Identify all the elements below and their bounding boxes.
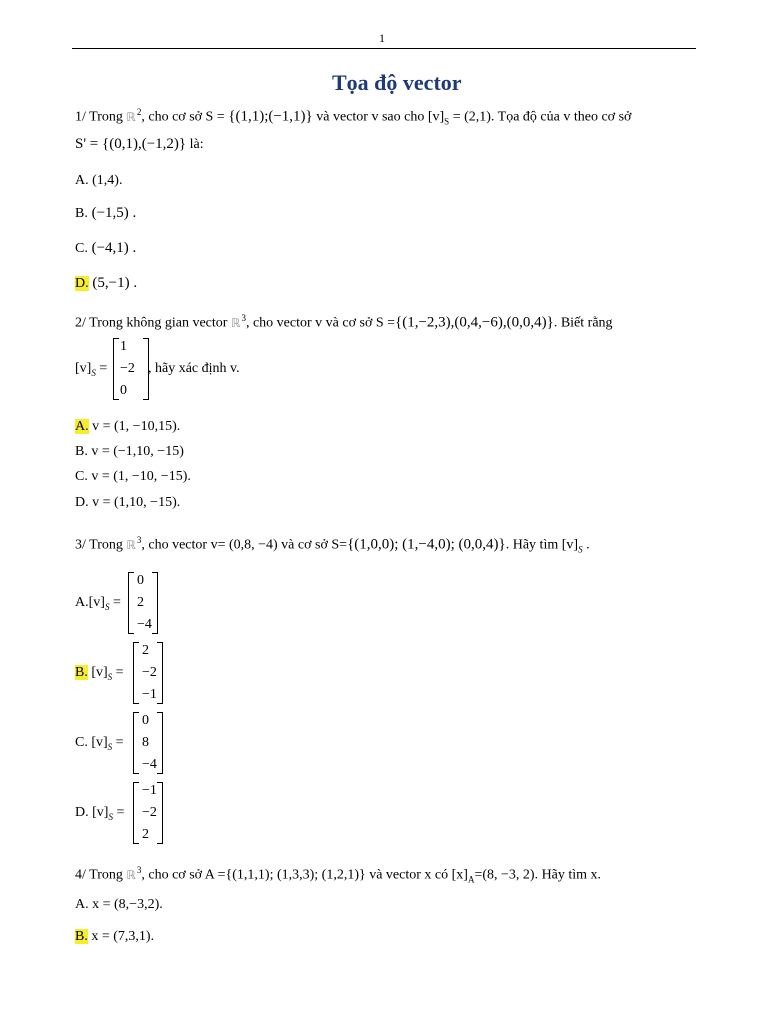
q2-option-a: A. v = (1, −10,15).: [75, 419, 181, 434]
header-rule: [72, 48, 696, 49]
q2-line1: 2/ Trong không gian vector ℝ$^3$, cho vector v và cơ sở S ={(1,−2,3),(0,4,−6),(0,0,4)}. Biết rằng: [75, 313, 613, 331]
q3-option-b-matrix: 2 −2 −1: [133, 642, 163, 704]
answer-highlight: B.: [75, 665, 88, 680]
q4-option-b: B. x = (7,3,1).: [75, 929, 155, 944]
q2-option-d: D. v = (1,10, −15).: [75, 495, 181, 510]
real-numbers-symbol: ℝ: [230, 315, 241, 330]
answer-highlight: B.: [75, 929, 88, 944]
q3-option-d-label: D. $[v]_S$ =: [75, 805, 125, 822]
q1-option-b: B. (−1,5) .: [75, 205, 137, 221]
q4-line1: 4/ Trong ℝ$^3$, cho cơ sở A ={(1,1,1); (1,3,3); (1,2,1)} và vector x có $[x]_A=(8$, −3, 2). Hãy tìm x.: [75, 865, 602, 885]
q3-option-d-matrix: −1 −2 2: [133, 782, 163, 844]
q2-vs-label: $[v]_S$ =: [75, 361, 108, 378]
q3-option-c-matrix: 0 8 −4: [133, 712, 163, 774]
q1-option-d: D. (5,−1) .: [75, 275, 138, 291]
page-number: 1: [379, 31, 385, 45]
q3-option-b-label: B. $[v]_S$ =: [75, 665, 124, 682]
real-numbers-symbol: ℝ: [126, 109, 136, 124]
q3-option-a-matrix: 0 2 −4: [128, 572, 158, 634]
q2-matrix: 1 −2 0: [113, 338, 149, 400]
q4-option-a: A. x = (8,−3,2).: [75, 897, 163, 912]
q3-line1: 3/ Trong ℝ$^3$, cho vector v= (0,8, −4) và cơ sở S={(1,0,0); (1,−4,0); (0,0,4)}. Hãy tìm $[v]_S$ .: [75, 535, 590, 555]
answer-highlight: D.: [75, 276, 89, 291]
q3-option-c-label: C. $[v]_S$ =: [75, 735, 124, 752]
q2-after: , hãy xác định v.: [148, 361, 240, 376]
q1-line1: 1/ Trong ℝ$^2$, cho cơ sở S = {(1,1);(−1,1)} và vector v sao cho $[v]_S = (2,1)$. Tọa độ của v theo cơ sở: [75, 107, 632, 127]
q1-option-c: C. (−4,1) .: [75, 240, 137, 256]
real-numbers-symbol: ℝ: [126, 537, 136, 552]
q2-option-c: C. v = (1, −10, −15).: [75, 469, 191, 484]
q3-option-a-label: $A.[v]_S$ =: [75, 595, 121, 612]
q1-line2: S' = {(0,1),(−1,2)} là:: [75, 136, 204, 152]
real-numbers-symbol: ℝ: [126, 867, 136, 882]
q2-option-b: B. v = (−1,10, −15): [75, 444, 184, 459]
answer-highlight: A.: [75, 419, 89, 434]
page-title: Tọa độ vector: [332, 70, 462, 95]
q1-option-a: A. (1,4).: [75, 173, 123, 188]
